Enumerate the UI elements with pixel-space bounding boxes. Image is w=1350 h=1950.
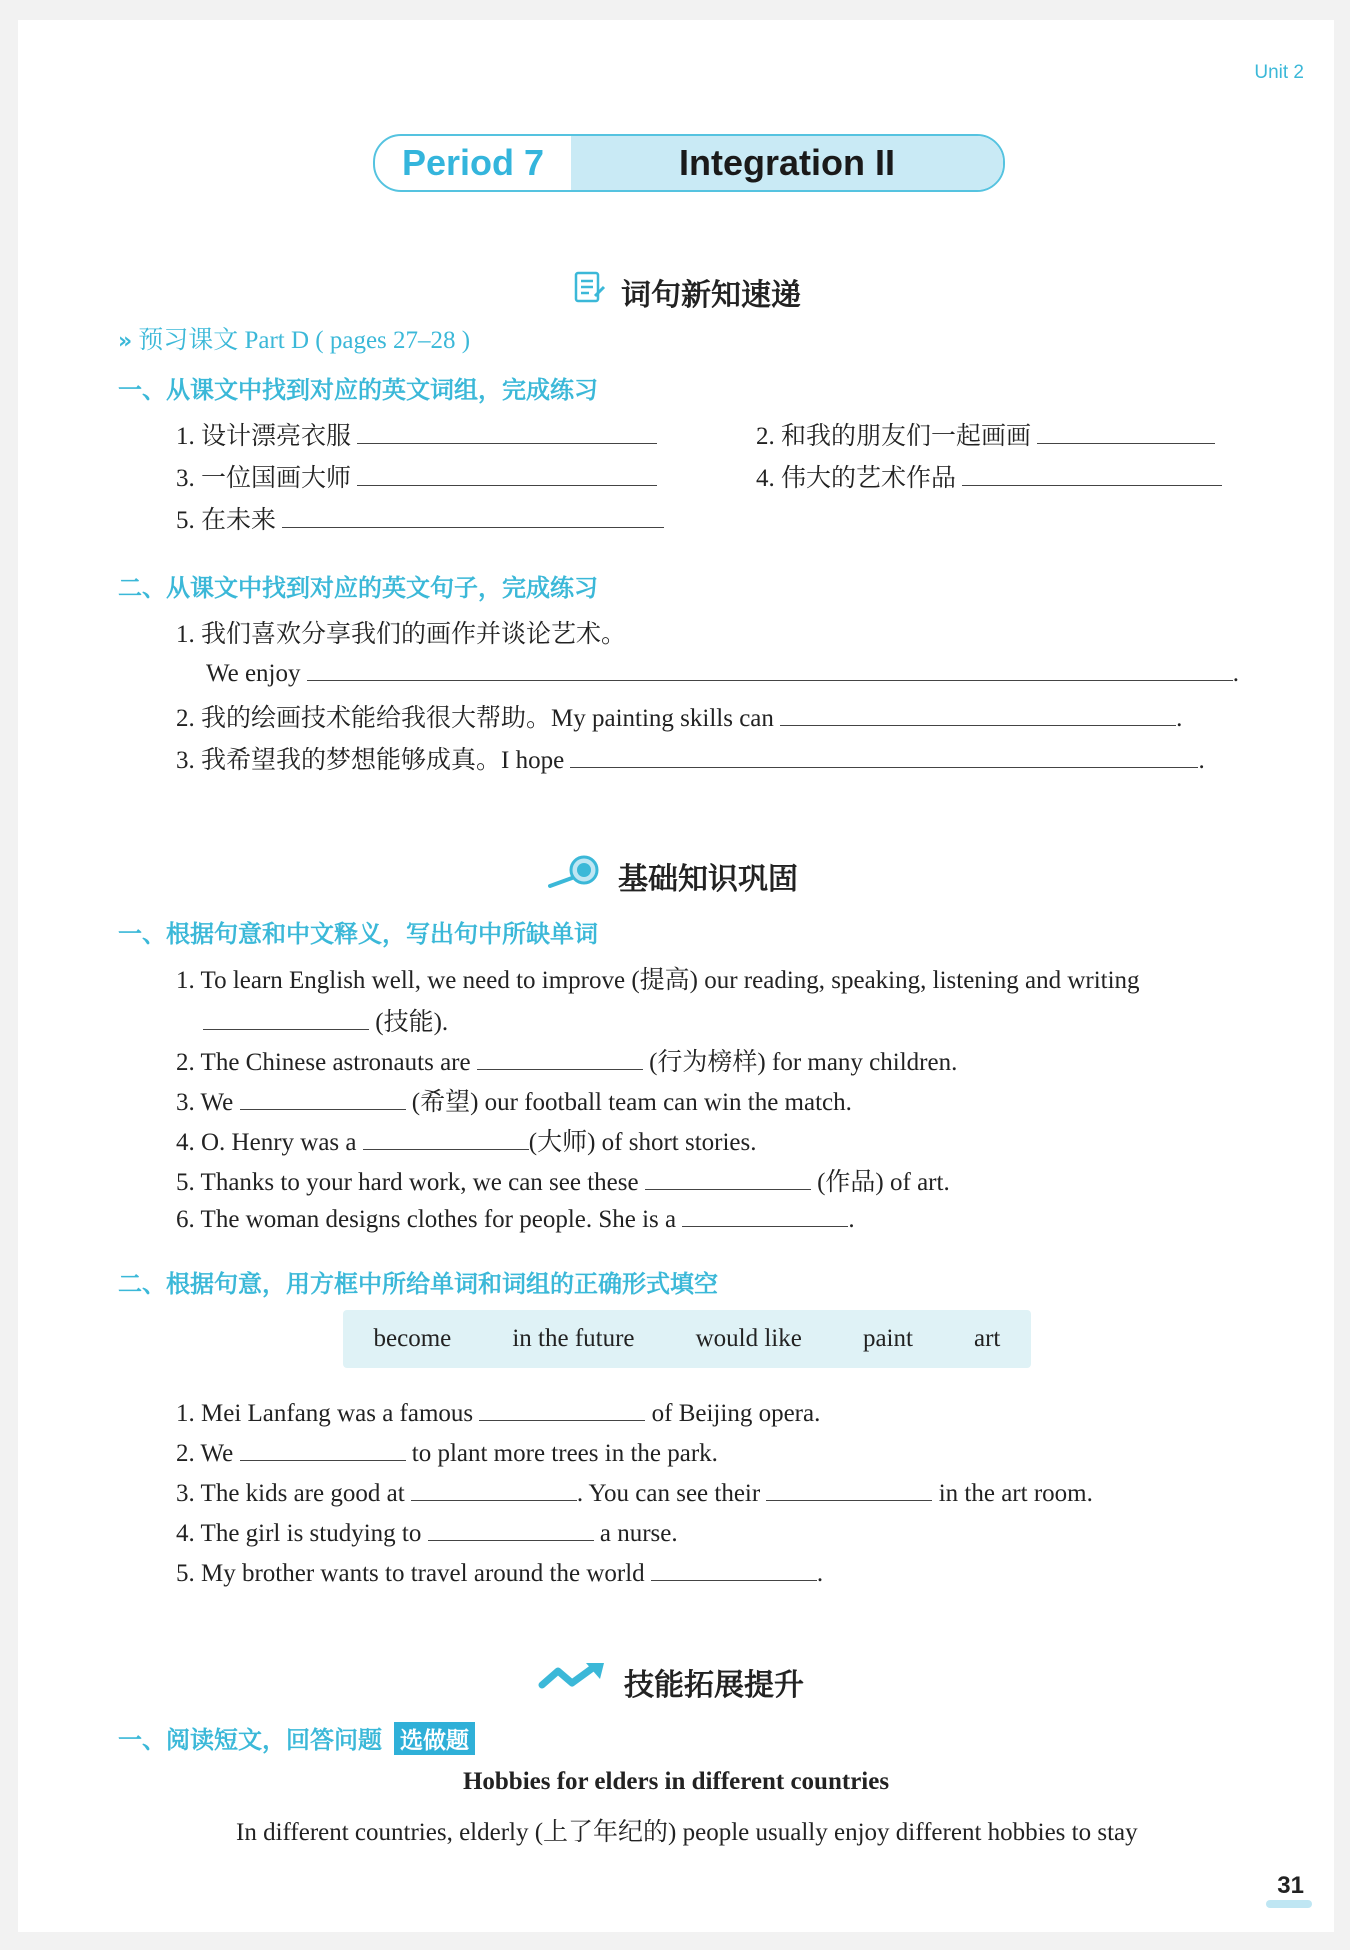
s2-p2-q1: 1. Mei Lanfang was a famous of Beijing opera. — [176, 1396, 820, 1428]
answer-blank[interactable] — [428, 1516, 594, 1541]
answer-blank[interactable] — [240, 1436, 406, 1461]
s2-p1-q4: 4. O. Henry was a (大师) of short stories. — [176, 1122, 757, 1158]
section-heading-3-text: 技能拓展提升 — [624, 1668, 804, 1703]
s2-p2-q2: 2. We to plant more trees in the park. — [176, 1436, 718, 1468]
preview-line: » 预习课文 Part D ( pages 27–28 ) — [118, 327, 471, 354]
answer-blank[interactable] — [962, 461, 1222, 486]
answer-blank[interactable] — [411, 1476, 577, 1501]
s2-part1-title: 一、根据句意和中文释义，写出句中所缺单词 — [118, 920, 598, 948]
word-bank-item: in the future — [512, 1325, 635, 1352]
answer-blank[interactable] — [479, 1396, 645, 1421]
passage-title: Hobbies for elders in different countries — [462, 1768, 890, 1795]
answer-blank[interactable] — [766, 1476, 932, 1501]
magnifier-icon — [548, 854, 604, 898]
s2-p2-q3: 3. The kids are good at . You can see their in the art room. — [176, 1476, 1093, 1508]
answer-blank[interactable] — [357, 419, 657, 444]
s3-part1-title: 一、阅读短文，回答问题 选做题 — [118, 1720, 475, 1755]
answer-blank[interactable] — [682, 1202, 848, 1227]
answer-blank[interactable] — [570, 743, 1198, 768]
period-banner — [373, 134, 1005, 192]
word-bank-item: paint — [862, 1325, 913, 1352]
s1-part1-title: 一、从课文中找到对应的英文词组，完成练习 — [118, 376, 598, 404]
s2-p1-q6: 6. The woman designs clothes for people. She is a . — [176, 1202, 855, 1234]
answer-blank[interactable] — [282, 503, 664, 528]
s1-p2-q1-cn: 1. 我们喜欢分享我们的画作并谈论艺术。 — [176, 621, 627, 648]
s2-p1-q1b: (技能). — [203, 1002, 448, 1038]
s1-p2-q2: 2. 我的绘画技术能给我很大帮助。My painting skills can . — [176, 698, 1182, 734]
s2-p1-q1a: 1. To learn English well, we need to improve (提高) our reading, speaking, listening and writing — [176, 967, 1140, 994]
unit-label: Unit 2 — [1254, 62, 1304, 83]
passage-text: In different countries, elderly (上了年纪的) people usually enjoy different hobbies to stay — [236, 1819, 1138, 1846]
s1-p1-item2: 2. 和我的朋友们一起画画 — [756, 416, 1215, 452]
s2-p2-q4: 4. The girl is studying to a nurse. — [176, 1516, 678, 1548]
answer-blank[interactable] — [651, 1556, 817, 1581]
page-number: 31 — [1277, 1872, 1304, 1899]
page-number-decoration — [1266, 1900, 1312, 1908]
word-bank-box — [343, 1310, 1031, 1368]
double-chevron-icon: » — [118, 329, 133, 354]
answer-blank[interactable] — [1037, 419, 1215, 444]
s2-p1-q5: 5. Thanks to your hard work, we can see these (作品) of art. — [176, 1162, 950, 1198]
optional-tag: 选做题 — [394, 1722, 475, 1755]
period-title: Integration II — [571, 136, 1003, 190]
s1-p2-q3: 3. 我希望我的梦想能够成真。I hope . — [176, 740, 1205, 776]
s1-p1-item1: 1. 设计漂亮衣服 — [176, 416, 657, 452]
s2-part2-title: 二、根据句意，用方框中所给单词和词组的正确形式填空 — [118, 1270, 718, 1298]
s1-part2-title: 二、从课文中找到对应的英文句子，完成练习 — [118, 574, 598, 602]
answer-blank[interactable] — [645, 1165, 811, 1190]
section-heading-1-text: 词句新知速递 — [621, 278, 801, 313]
answer-blank[interactable] — [203, 1005, 369, 1030]
section-heading-2-text: 基础知识巩固 — [618, 862, 798, 897]
answer-blank[interactable] — [780, 701, 1176, 726]
answer-blank[interactable] — [477, 1045, 643, 1070]
answer-blank[interactable] — [307, 656, 1233, 681]
s2-p1-q3: 3. We (希望) our football team can win the match. — [176, 1082, 852, 1118]
word-bank-item: art — [974, 1325, 1001, 1352]
s1-p1-item5: 5. 在未来 — [176, 500, 664, 536]
s1-p1-item3: 3. 一位国画大师 — [176, 458, 657, 494]
answer-blank[interactable] — [357, 461, 657, 486]
word-bank-item: become — [373, 1325, 452, 1352]
s2-p1-q2: 2. The Chinese astronauts are (行为榜样) for many children. — [176, 1042, 957, 1078]
s1-p1-item4: 4. 伟大的艺术作品 — [756, 458, 1222, 494]
word-bank-item: would like — [695, 1325, 802, 1352]
s2-p2-q5: 5. My brother wants to travel around the world . — [176, 1556, 823, 1588]
workbook-page — [18, 20, 1334, 1932]
s1-p2-q1-en: We enjoy . — [206, 656, 1239, 688]
section-heading-1 — [573, 270, 801, 314]
answer-blank[interactable] — [240, 1085, 406, 1110]
period-label: Period 7 — [401, 142, 545, 183]
trend-arrow-icon — [538, 1661, 610, 1703]
notes-icon — [573, 270, 607, 314]
answer-blank[interactable] — [363, 1125, 529, 1150]
section-heading-2 — [548, 854, 798, 898]
section-heading-3 — [538, 1660, 804, 1704]
